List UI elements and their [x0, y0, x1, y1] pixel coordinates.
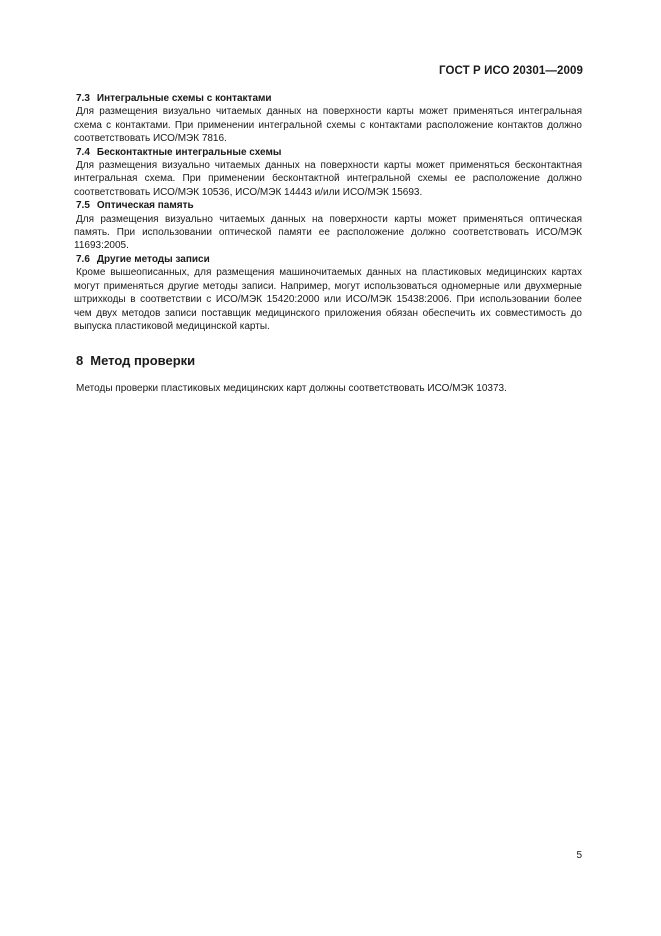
- subsection-number: 7.3: [76, 93, 90, 104]
- subsection-title: Оптическая память: [96, 200, 194, 212]
- subsection-number: 7.6: [76, 253, 90, 265]
- section-title: Метод проверки: [90, 353, 196, 369]
- subsection-heading-7-4: [74, 146, 582, 159]
- section-number: 8: [76, 353, 84, 369]
- subsection-number: 7.5: [76, 200, 90, 212]
- subsection-paragraph-7-5: Для размещения визуально читаемых данных на поверхности карты может применяться оптическая память. При использовании оптической памяти ее расположение должно соответствовать ИСО/МЭК 11693:2005.: [74, 213, 582, 252]
- subsection-paragraph-7-6: Кроме вышеописанных, для размещения машиночитаемых данных на пластиковых медицинских картах могут применяться другие методы записи. Например, могут использоваться одномерные или двухмерные штрихкоды в соответствии с ИСО/МЭК 15420:2000 или ИСО/МЭК 15438:2006. При использовании более чем двух методов записи поставщик медицинского приложения обязан обеспечить их совместимость до выпуска пластиковой медицинской карты.: [74, 267, 582, 332]
- subsection-heading-7-5: [74, 199, 582, 212]
- section-heading-8: [74, 353, 582, 369]
- subsection-title: Бесконтактные интегральные схемы: [96, 146, 282, 158]
- document-code-header: ГОСТ Р ИСО 20301—2009: [438, 65, 583, 77]
- subsection-paragraph-7-3: Для размещения визуально читаемых данных на поверхности карты может применяться интегральная схема с контактами. При применении интегральной схемы с контактами расположение контактов должно соответствовать ИСО/МЭК 7816.: [74, 106, 582, 145]
- subsection-title: Интегральные схемы с контактами: [96, 93, 272, 104]
- subsection-title: Другие методы записи: [96, 253, 210, 265]
- page-number: 5: [576, 850, 582, 861]
- subsection-heading-7-3: [74, 92, 582, 105]
- subsection-paragraph-7-4: Для размещения визуально читаемых данных на поверхности карты может применяться бесконтактная интегральная схема. При применении бесконтактной интегральной схемы ее расположение должно соответствовать ИСО/МЭК 10536, ИСО/МЭК 14443 и/или ИСО/МЭК 15693.: [74, 160, 582, 198]
- subsection-heading-7-6: [74, 253, 582, 266]
- document-body: [74, 92, 582, 396]
- subsection-number: 7.4: [76, 146, 90, 158]
- section-paragraph-8: Методы проверки пластиковых медицинских карт должны соответствовать ИСО/МЭК 10373.: [76, 383, 507, 395]
